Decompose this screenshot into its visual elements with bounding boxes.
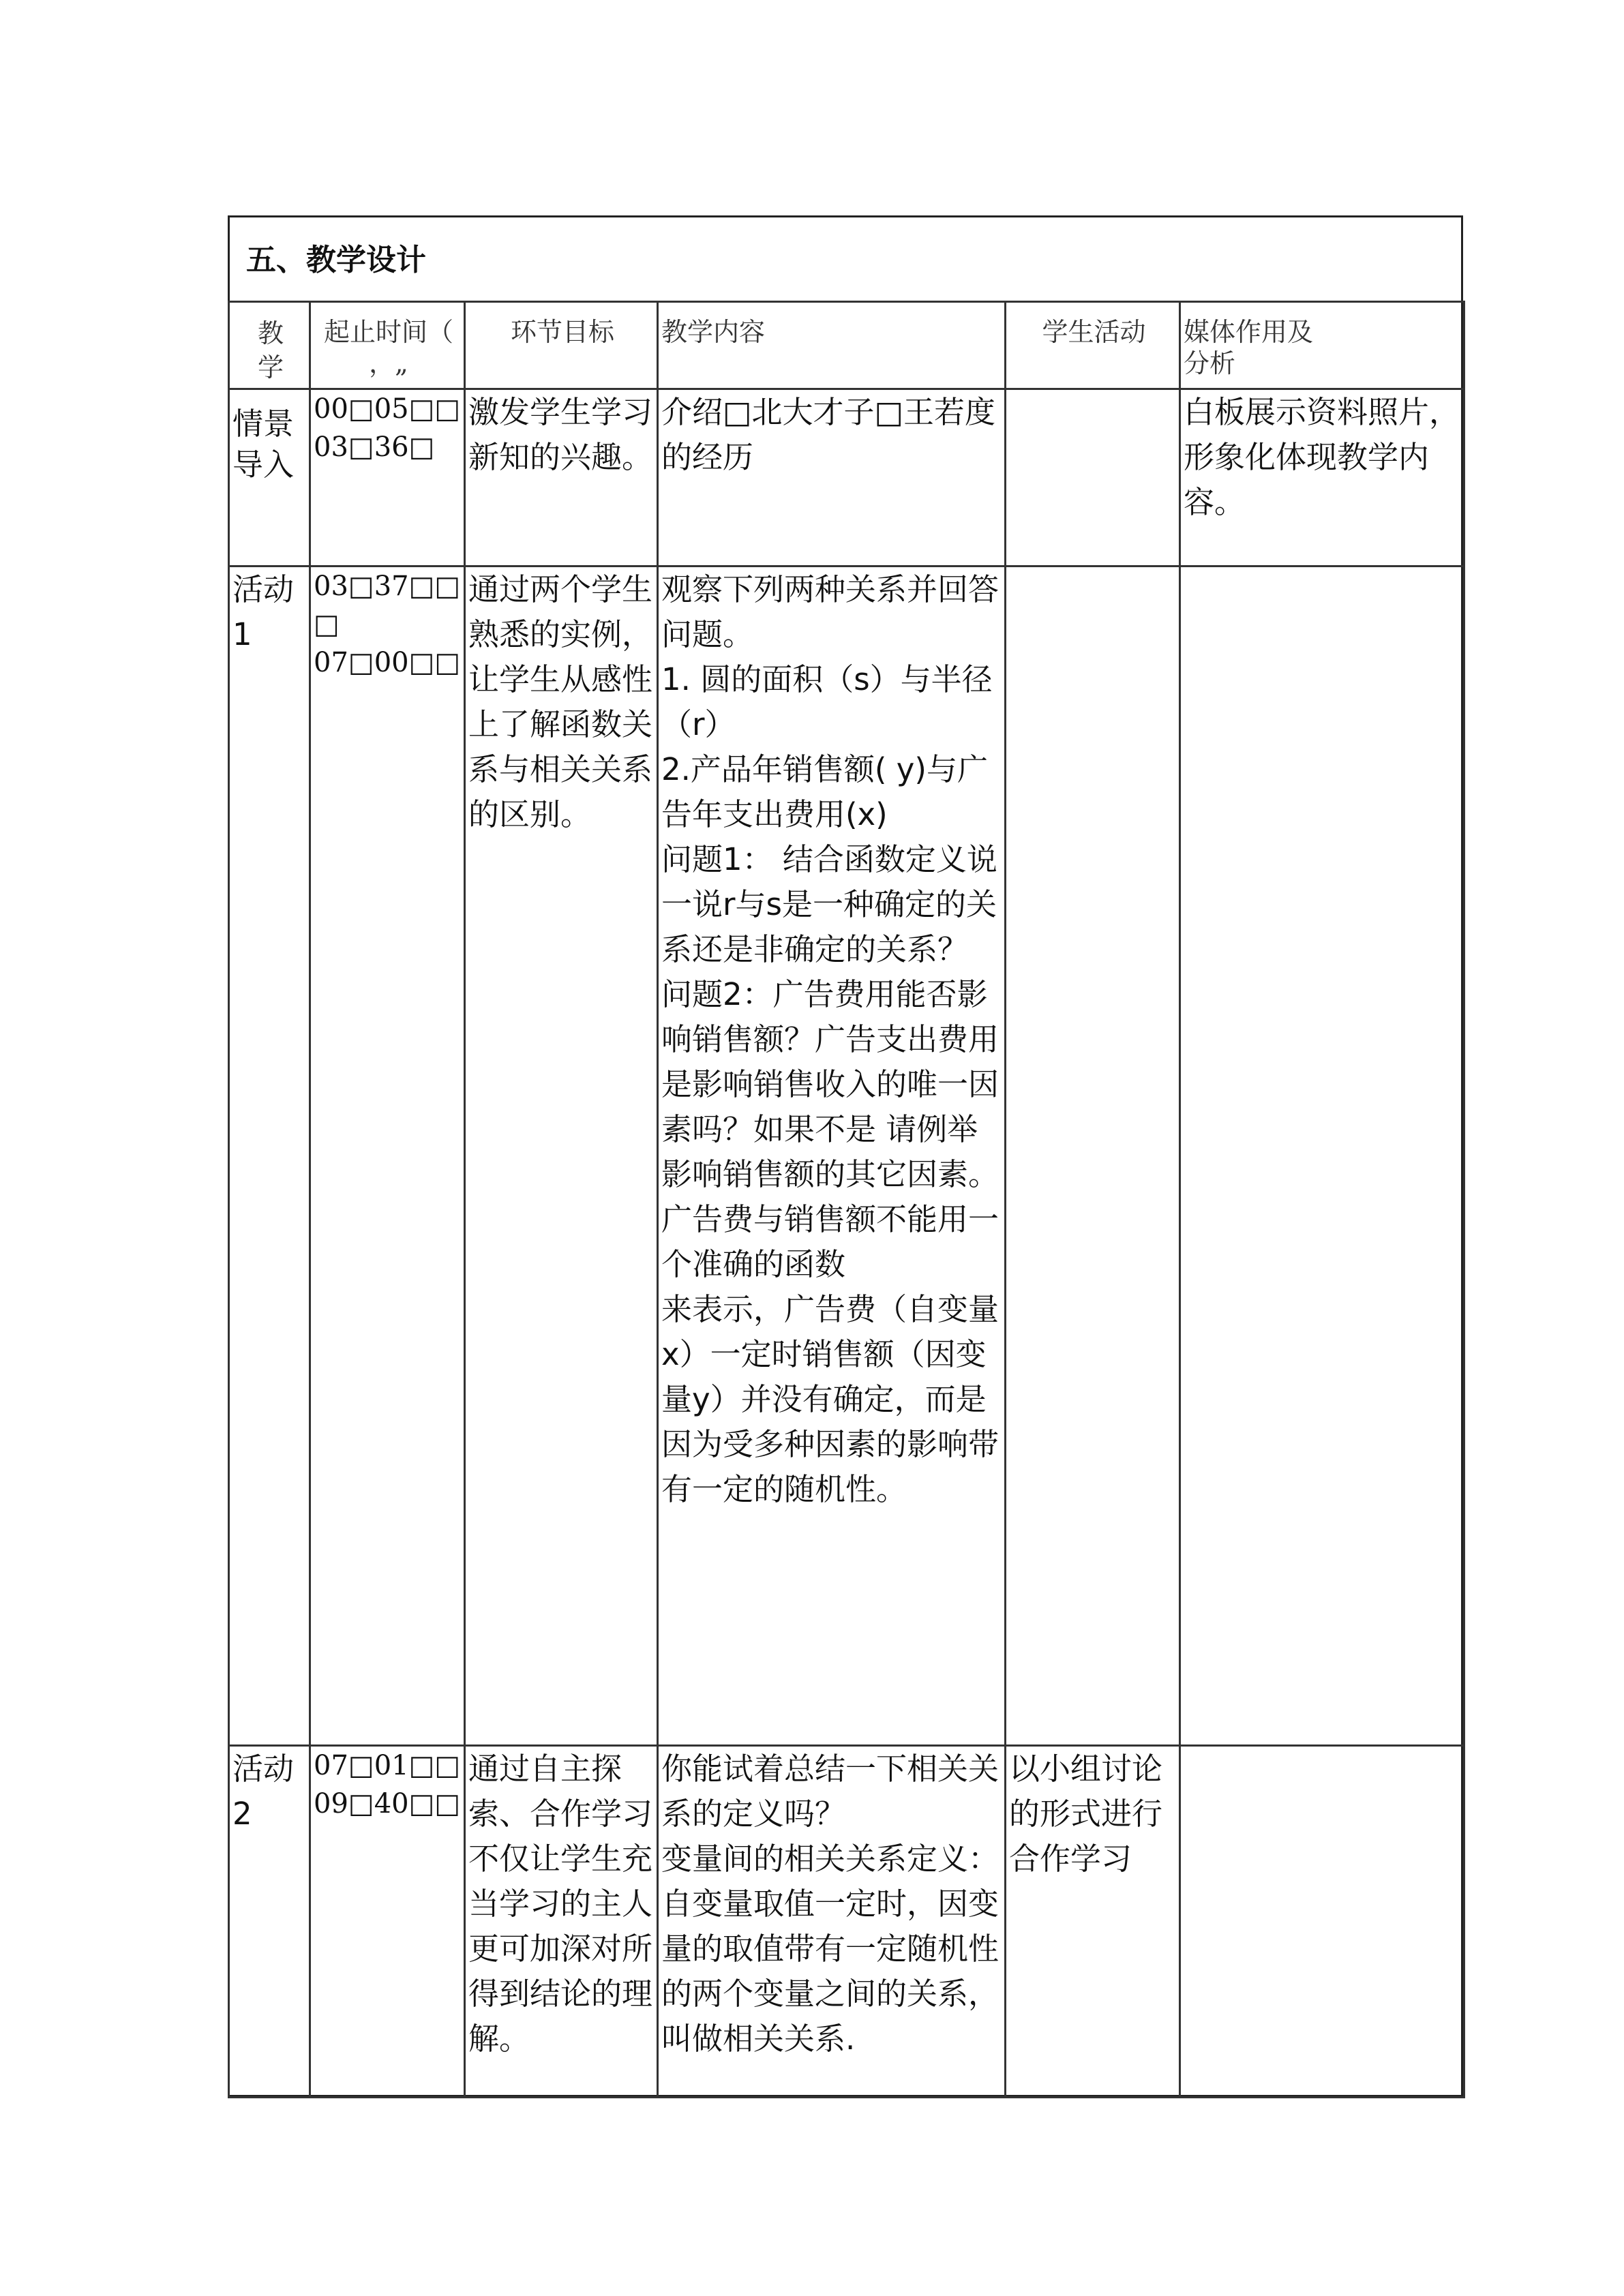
header-phase xyxy=(229,302,310,389)
row-time-line2: 09□40□□ xyxy=(314,1788,461,1819)
table-row xyxy=(229,567,1464,1746)
row-phase xyxy=(229,567,310,1746)
header-student: 学生活动 xyxy=(1006,302,1180,389)
row-time-line1: 00□05□□ xyxy=(314,393,461,425)
row-student xyxy=(1006,1746,1180,2098)
row-content-line: 观察下列两种关系并回答问题。 xyxy=(661,571,999,652)
row-content-line: 你能试着总结一下相关关系的定义吗？ xyxy=(661,1751,999,1832)
row-student xyxy=(1006,567,1180,1746)
row-content-line: 变量间的相关关系定义：自变量取值一定时，因变量的取值带有一定随机性的两个变量之间的关系，叫做相关关系. xyxy=(661,1841,999,2057)
row-content-line: 介绍□北大才子□王若度的经历 xyxy=(661,394,996,475)
row-time-line1: 03□37□□□ xyxy=(314,571,461,640)
row-time-line2: 07□00□□ xyxy=(314,647,461,678)
row-phase-line2: 1 xyxy=(232,616,252,652)
row-content-line: 问题1： 结合函数定义说一说r与s是一种确定的关系还是非确定的关系？ xyxy=(661,841,997,967)
row-media xyxy=(1180,389,1464,567)
row-phase-line2: 2 xyxy=(232,1796,252,1832)
row-phase-line1: 活动 xyxy=(232,571,295,607)
row-content-line: 1. 圆的面积（s）与半径（r） xyxy=(661,661,993,742)
teaching-design-table xyxy=(228,301,1465,2098)
row-goal-text: 通过两个学生熟悉的实例，让学生从感性上了解函数关系与相关关系的区别。 xyxy=(468,571,653,832)
row-goal xyxy=(465,567,658,1746)
header-media xyxy=(1180,302,1464,389)
row-time-line1: 07□01□□ xyxy=(314,1750,461,1781)
row-phase-line2: 导入 xyxy=(232,447,295,483)
row-student xyxy=(1006,389,1180,567)
teaching-design-sheet xyxy=(228,215,1463,2097)
row-content-line: 广告费与销售额不能用一个准确的函数 xyxy=(661,1201,999,1282)
row-content-line: 问题2：广告费用能否影响销售额？广告支出费用是影响销售收入的唯一因素吗？如果不是 请例举影响销售额的其它因素。 xyxy=(661,976,999,1192)
header-goal: 环节目标 xyxy=(465,302,658,389)
row-goal xyxy=(465,389,658,567)
header-time xyxy=(310,302,465,389)
row-phase-line1: 活动 xyxy=(232,1751,295,1787)
table-row xyxy=(229,389,1464,567)
row-time xyxy=(310,567,465,1746)
header-time-line1: 起止时间（ xyxy=(323,317,453,347)
row-media-text: 白板展示资料照片，形象化体现教学内容。 xyxy=(1184,394,1460,520)
row-content xyxy=(658,567,1006,1746)
row-goal-text: 激发学生学习新知的兴趣。 xyxy=(468,394,653,475)
row-time xyxy=(310,389,465,567)
row-goal-text: 通过自主探索、合作学习不仅让学生充当学习的主人更可加深对所得到结论的理解。 xyxy=(468,1751,653,2057)
row-content xyxy=(658,1746,1006,2098)
row-media xyxy=(1180,1746,1464,2098)
row-content xyxy=(658,389,1006,567)
header-row xyxy=(229,302,1464,389)
row-content-line: 2.产品年销售额( y)与广告年支出费用(x) xyxy=(661,751,988,832)
table-row xyxy=(229,1746,1464,2098)
row-time-line2: 03□36□ xyxy=(314,432,435,463)
header-phase-label: 教学 xyxy=(257,318,284,382)
header-time-line2: ，„ xyxy=(369,348,408,378)
section-title: 五、教学设计 xyxy=(230,217,1461,303)
header-media-line2: 分析 xyxy=(1184,348,1236,378)
row-student-text: 以小组讨论的形式进行合作学习 xyxy=(1009,1751,1163,1877)
header-media-line1: 媒体作用及 xyxy=(1184,317,1314,347)
row-phase xyxy=(229,389,310,567)
row-goal xyxy=(465,1746,658,2098)
row-phase-line1: 情景 xyxy=(232,406,295,442)
row-phase xyxy=(229,1746,310,2098)
row-time xyxy=(310,1746,465,2098)
header-content: 教学内容 xyxy=(658,302,1006,389)
row-media xyxy=(1180,567,1464,1746)
row-content-line: 来表示，广告费（自变量x）一定时销售额（因变量y）并没有确定，而是因为受多种因素的影响带有一定的随机性。 xyxy=(661,1291,999,1507)
